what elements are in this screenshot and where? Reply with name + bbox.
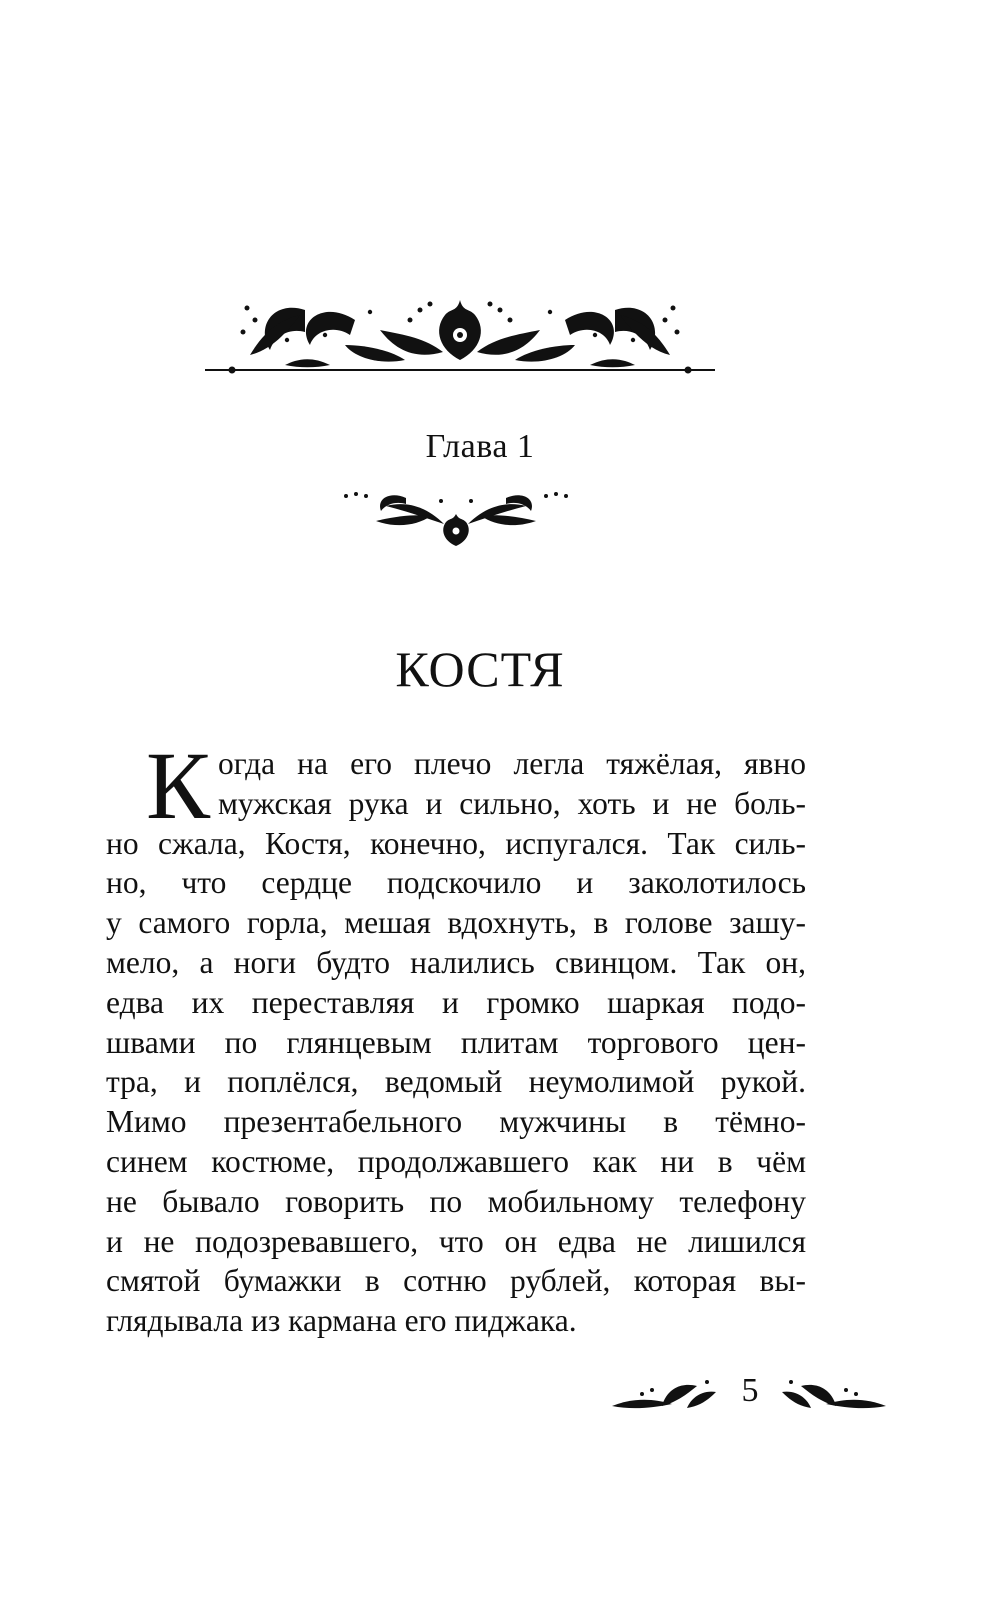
text-line: швами по глянцевым плитам торгового цен- <box>106 1024 806 1060</box>
text-line: мело, а ноги будто налились свинцом. Так он, <box>106 944 806 980</box>
text-line: глядывала из кармана его пиджака. <box>106 1303 577 1339</box>
text-line: и не подозревавшего, что он едва не лишился <box>106 1223 806 1259</box>
floral-ornament-icon <box>205 290 715 390</box>
chapter-label: Глава 1 <box>425 428 535 465</box>
text-line: но сжала, Костя, конечно, испугался. Так силь- <box>106 825 806 861</box>
text-line: огда на его плечо легла тяжёлая, явно <box>218 746 806 781</box>
text-line: у самого горла, мешая вдохнуть, в голове зашу- <box>106 905 806 941</box>
text-line: Мимо презентабельного мужчины в тёмно- <box>106 1104 806 1140</box>
dropcap-letter: К <box>146 732 211 839</box>
text-line: мужская рука и сильно, хоть и не боль- <box>218 785 806 821</box>
page-number: 5 <box>741 1372 759 1409</box>
floral-divider-icon <box>336 486 576 556</box>
text-line: смятой бумажки в сотню рублей, которая вы- <box>106 1263 806 1299</box>
text-line: но, что сердце подскочило и заколотилось <box>106 865 806 901</box>
body-paragraph <box>106 744 806 1341</box>
text-line: едва их переставляя и громко шаркая подо- <box>106 984 806 1020</box>
floral-footer-icon <box>780 1376 886 1416</box>
floral-footer-icon <box>612 1376 718 1416</box>
text-line: тра, и поплёлся, ведомый неумолимой рукой. <box>106 1064 806 1100</box>
text-line: не бывало говорить по мобильному телефону <box>106 1183 806 1219</box>
text-line: синем костюме, продолжавшего как ни в чём <box>106 1143 806 1179</box>
chapter-title: КОСТЯ <box>395 641 565 697</box>
